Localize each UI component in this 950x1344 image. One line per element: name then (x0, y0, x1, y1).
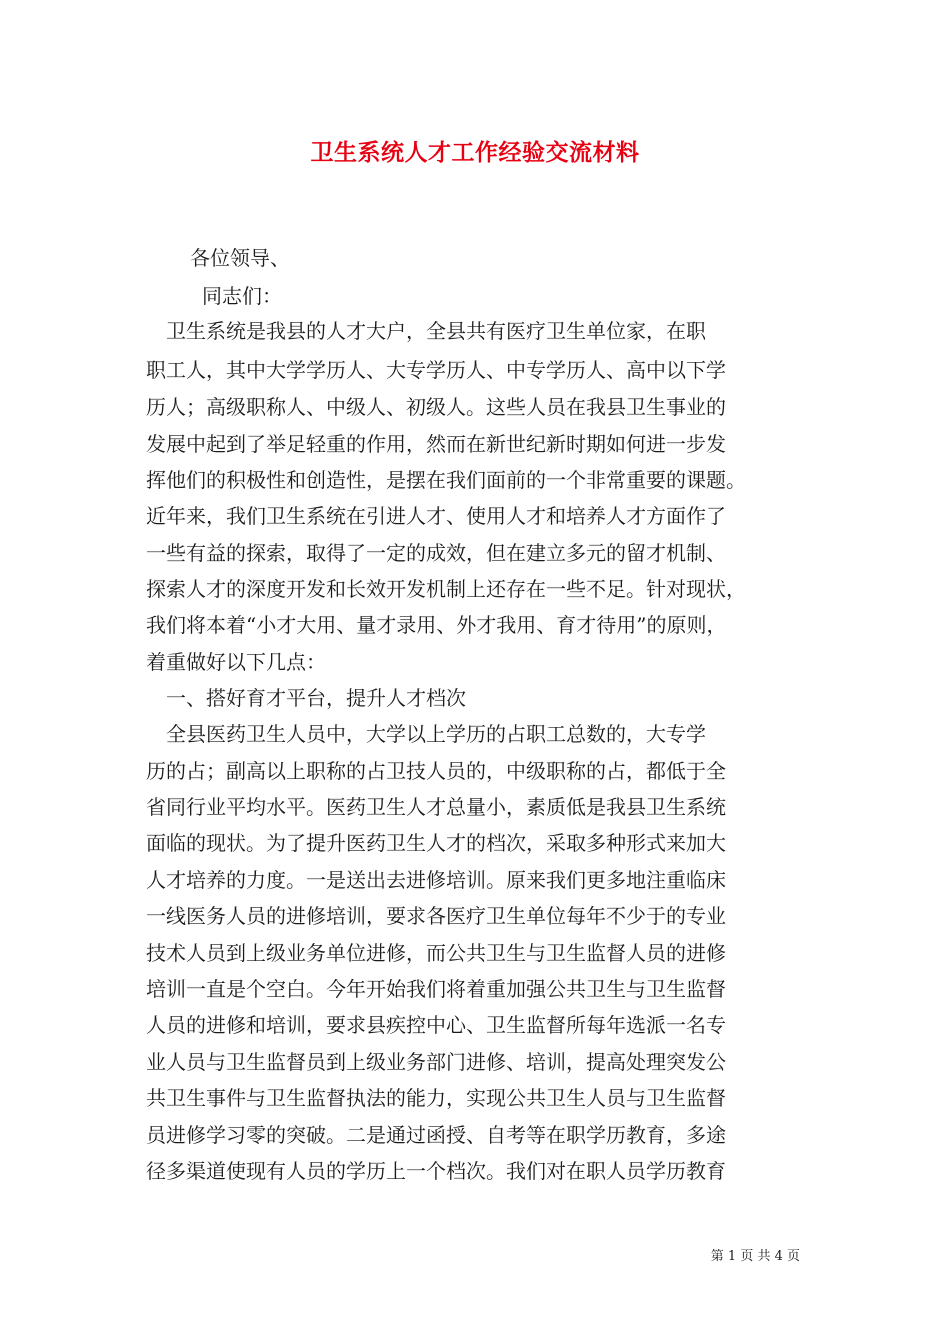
body-line: 人员的进修和培训，要求县疾控中心、卫生监督所每年选派一名专 (146, 1013, 726, 1037)
section-heading: 一、搭好育才平台，提升人才档次 (146, 686, 466, 710)
body-line: 省同行业平均水平。医药卫生人才总量小，素质低是我县卫生系统 (146, 795, 726, 819)
body-line: 挥他们的积极性和创造性，是摆在我们面前的一个非常重要的课题。 (146, 468, 746, 492)
body-line: 一线医务人员的进修培训，要求各医疗卫生单位每年不少于的专业 (146, 904, 726, 928)
document-title: 卫生系统人才工作经验交流材料 (310, 139, 640, 166)
body-line: 探索人才的深度开发和长效开发机制上还存在一些不足。针对现状， (146, 577, 746, 601)
body-line: 我们将本着“小才大用、量才录用、外才我用、育才待用”的原则， (146, 613, 727, 637)
body-line: 历人；高级职称人、中级人、初级人。这些人员在我县卫生事业的 (146, 395, 726, 419)
body-line: 人才培养的力度。一是送出去进修培训。原来我们更多地注重临床 (146, 868, 726, 892)
body-line: 全县医药卫生人员中，大学以上学历的占职工总数的，大专学 (146, 722, 706, 746)
body-line: 技术人员到上级业务单位进修，而公共卫生与卫生监督人员的进修 (146, 941, 726, 965)
body-line: 员进修学习零的突破。二是通过函授、自考等在职学历教育，多途 (146, 1123, 726, 1147)
body-line: 职工人，其中大学学历人、大专学历人、中专学历人、高中以下学 (146, 358, 726, 382)
body-line: 近年来，我们卫生系统在引进人才、使用人才和培养人才方面作了 (146, 504, 726, 528)
greeting-line-2: 同志们： (202, 284, 282, 308)
body-line: 卫生系统是我县的人才大户，全县共有医疗卫生单位家，在职 (146, 319, 706, 343)
body-line: 径多渠道使现有人员的学历上一个档次。我们对在职人员学历教育 (146, 1159, 726, 1183)
body-line: 一些有益的探索，取得了一定的成效，但在建立多元的留才机制、 (146, 541, 726, 565)
page-number-indicator: 第 1 页 共 4 页 (710, 1249, 800, 1264)
body-line: 培训一直是个空白。今年开始我们将着重加强公共卫生与卫生监督 (146, 977, 726, 1001)
body-line: 历的占；副高以上职称的占卫技人员的，中级职称的占，都低于全 (146, 759, 726, 783)
body-line: 业人员与卫生监督员到上级业务部门进修、培训，提高处理突发公 (146, 1050, 726, 1074)
body-line: 共卫生事件与卫生监督执法的能力，实现公共卫生人员与卫生监督 (146, 1086, 726, 1110)
body-line: 面临的现状。为了提升医药卫生人才的档次，采取多种形式来加大 (146, 831, 726, 855)
greeting-line-1: 各位领导、 (190, 246, 290, 270)
body-line: 发展中起到了举足轻重的作用，然而在新世纪新时期如何进一步发 (146, 432, 726, 456)
body-line: 着重做好以下几点： (146, 650, 326, 674)
